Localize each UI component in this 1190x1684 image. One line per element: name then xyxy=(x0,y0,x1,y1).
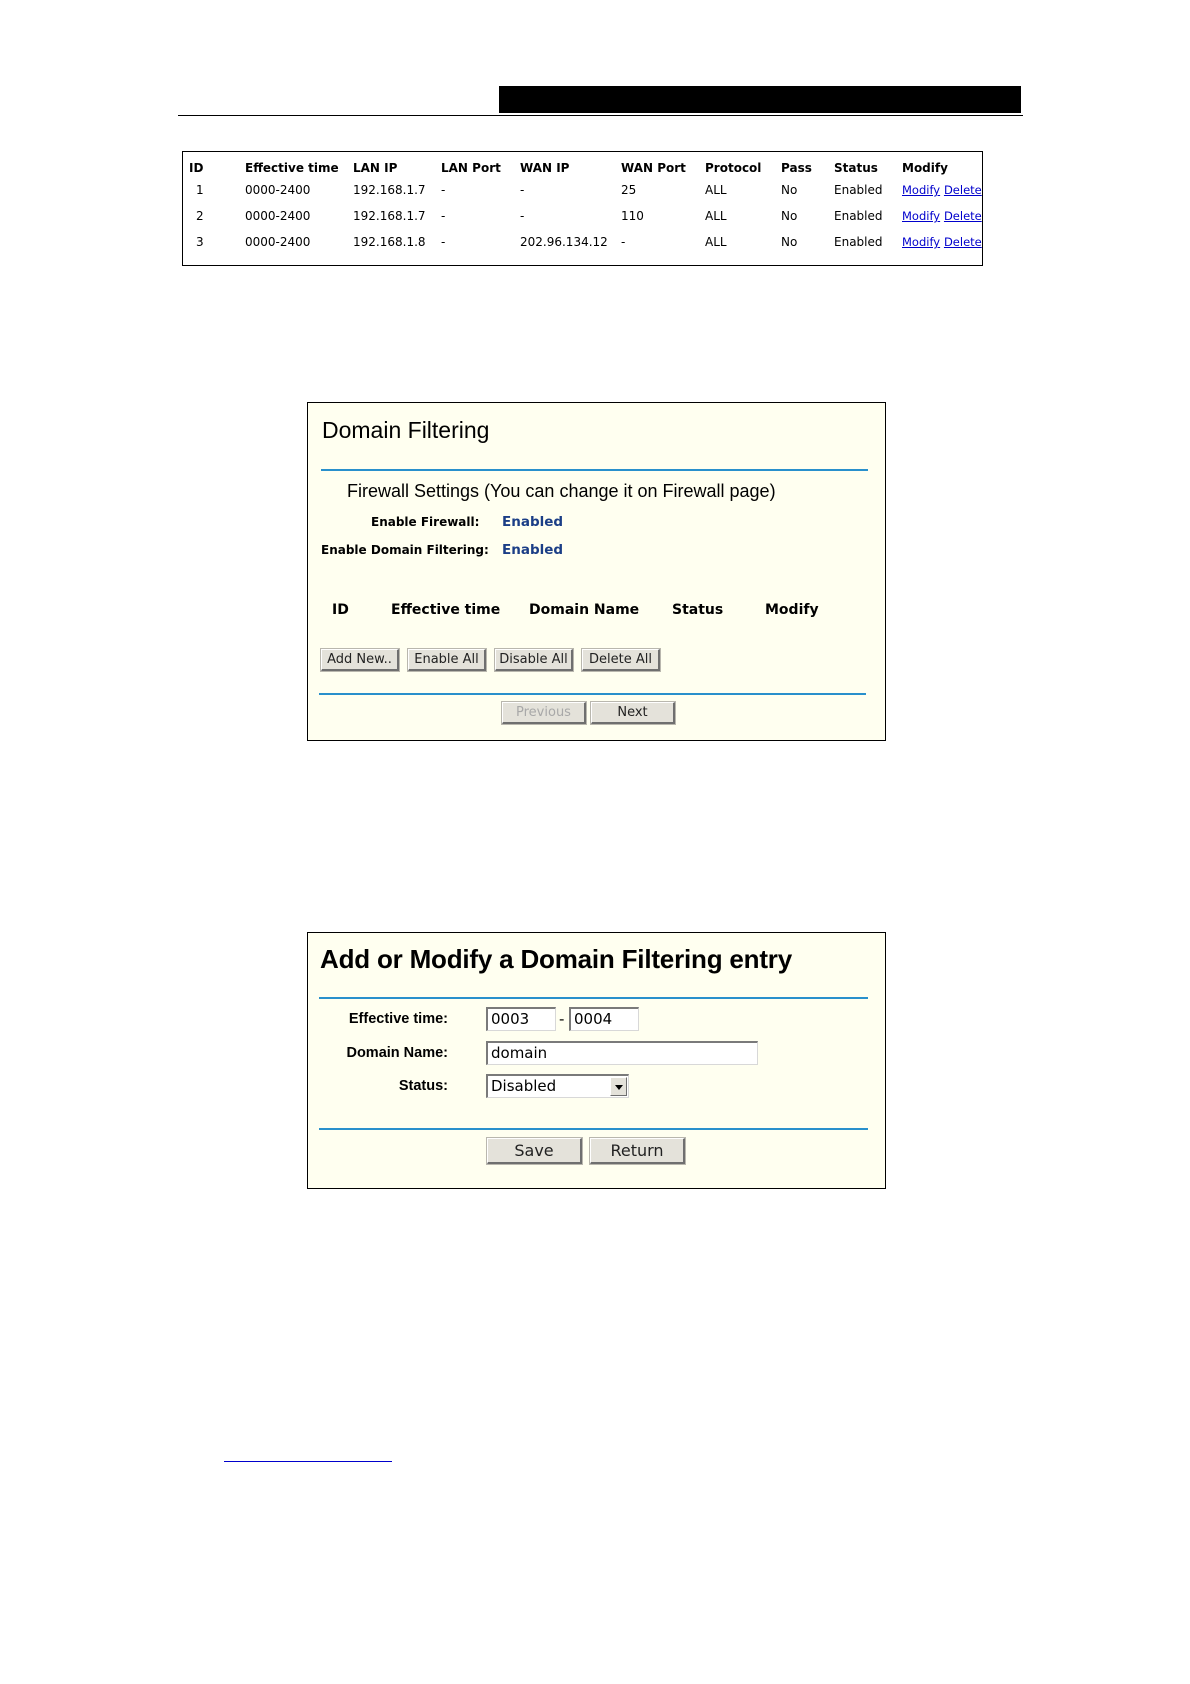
col-lan-ip: LAN IP xyxy=(353,161,398,175)
cell-pass: No xyxy=(781,235,798,249)
time-separator: - xyxy=(559,1010,565,1028)
status-select[interactable] xyxy=(486,1074,629,1098)
col-wan-ip: WAN IP xyxy=(520,161,570,175)
save-button[interactable]: Save xyxy=(487,1138,582,1164)
col-status: Status xyxy=(672,602,724,618)
cell-pass: No xyxy=(781,209,798,223)
cell-id: 1 xyxy=(196,183,204,197)
enable-domain-filtering-value: Enabled xyxy=(502,542,564,558)
enable-firewall-label: Enable Firewall: xyxy=(371,515,480,529)
cell-effective-time: 0000-2400 xyxy=(245,183,311,197)
add-new-button[interactable]: Add New.. xyxy=(321,649,399,671)
title-divider xyxy=(319,997,868,999)
table-header-row xyxy=(189,159,982,177)
disable-all-button[interactable]: Disable All xyxy=(495,649,573,671)
cell-modify xyxy=(902,203,982,229)
delete-link[interactable]: Delete xyxy=(943,209,982,223)
delete-link[interactable]: Delete xyxy=(943,235,982,249)
cell-protocol: ALL xyxy=(705,183,727,197)
cell-status: Enabled xyxy=(834,183,883,197)
cell-id: 3 xyxy=(196,235,204,249)
domain-name-field[interactable]: domain xyxy=(486,1041,758,1065)
cell-wan-port: 25 xyxy=(621,183,637,197)
cell-status: Enabled xyxy=(834,209,883,223)
page-title: Add or Modify a Domain Filtering entry xyxy=(320,944,792,974)
bottom-divider xyxy=(319,1128,868,1130)
page-header-bar xyxy=(499,86,1021,113)
col-modify: Modify xyxy=(765,602,819,618)
cell-lan-ip: 192.168.1.8 xyxy=(353,235,426,249)
firewall-settings-heading: Firewall Settings (You can change it on Firewall page) xyxy=(347,481,776,501)
col-effective-time: Effective time xyxy=(391,602,501,618)
col-effective-time: Effective time xyxy=(245,161,339,175)
table-row xyxy=(189,203,982,229)
effective-time-label: Effective time: xyxy=(348,1011,448,1027)
add-modify-panel xyxy=(307,932,886,1189)
bottom-divider xyxy=(319,693,866,695)
table-row xyxy=(189,177,982,203)
cell-status: Enabled xyxy=(834,235,883,249)
delete-all-button[interactable]: Delete All xyxy=(582,649,660,671)
cell-lan-port: - xyxy=(441,235,446,249)
cell-pass: No xyxy=(781,183,798,197)
col-id: ID xyxy=(189,161,204,175)
chevron-down-icon[interactable] xyxy=(610,1077,627,1096)
col-pass: Pass xyxy=(781,161,812,175)
modify-link[interactable]: Modify xyxy=(902,235,941,249)
cell-wan-ip: 202.96.134.12 xyxy=(520,235,608,249)
cell-modify xyxy=(902,229,982,255)
status-select-value: Disabled xyxy=(491,1077,557,1095)
cell-lan-ip: 192.168.1.7 xyxy=(353,183,426,197)
cell-wan-port: - xyxy=(621,235,626,249)
delete-link[interactable]: Delete xyxy=(943,183,982,197)
return-button[interactable]: Return xyxy=(590,1138,685,1164)
cell-id: 2 xyxy=(196,209,204,223)
cell-lan-port: - xyxy=(441,209,446,223)
col-wan-port: WAN Port xyxy=(621,161,686,175)
previous-button[interactable]: Previous xyxy=(502,702,586,724)
cell-effective-time: 0000-2400 xyxy=(245,235,311,249)
footer-link-underline[interactable] xyxy=(224,1461,392,1462)
modify-link[interactable]: Modify xyxy=(902,183,941,197)
cell-wan-ip: - xyxy=(520,209,525,223)
title-divider xyxy=(321,469,868,471)
status-label: Status: xyxy=(398,1078,448,1094)
effective-time-start-field[interactable]: 0003 xyxy=(486,1007,556,1031)
cell-wan-ip: - xyxy=(520,183,525,197)
firewall-rules-table xyxy=(182,151,983,266)
table-row xyxy=(189,229,982,255)
col-lan-port: LAN Port xyxy=(441,161,501,175)
enable-all-button[interactable]: Enable All xyxy=(408,649,486,671)
cell-protocol: ALL xyxy=(705,235,727,249)
col-protocol: Protocol xyxy=(705,161,762,175)
domain-filtering-panel xyxy=(307,402,886,741)
col-modify: Modify xyxy=(902,161,948,175)
page-header-rule xyxy=(178,115,1023,116)
cell-protocol: ALL xyxy=(705,209,727,223)
col-status: Status xyxy=(834,161,878,175)
domain-name-label: Domain Name: xyxy=(346,1045,448,1061)
cell-modify xyxy=(902,177,982,203)
col-id: ID xyxy=(332,602,349,618)
next-button[interactable]: Next xyxy=(591,702,675,724)
cell-lan-port: - xyxy=(441,183,446,197)
effective-time-end-field[interactable]: 0004 xyxy=(569,1007,639,1031)
page-title: Domain Filtering xyxy=(322,417,490,443)
enable-domain-filtering-label: Enable Domain Filtering: xyxy=(321,543,489,557)
cell-effective-time: 0000-2400 xyxy=(245,209,311,223)
cell-wan-port: 110 xyxy=(621,209,644,223)
col-domain-name: Domain Name xyxy=(529,602,640,618)
modify-link[interactable]: Modify xyxy=(902,209,941,223)
cell-lan-ip: 192.168.1.7 xyxy=(353,209,426,223)
enable-firewall-value: Enabled xyxy=(502,514,564,530)
